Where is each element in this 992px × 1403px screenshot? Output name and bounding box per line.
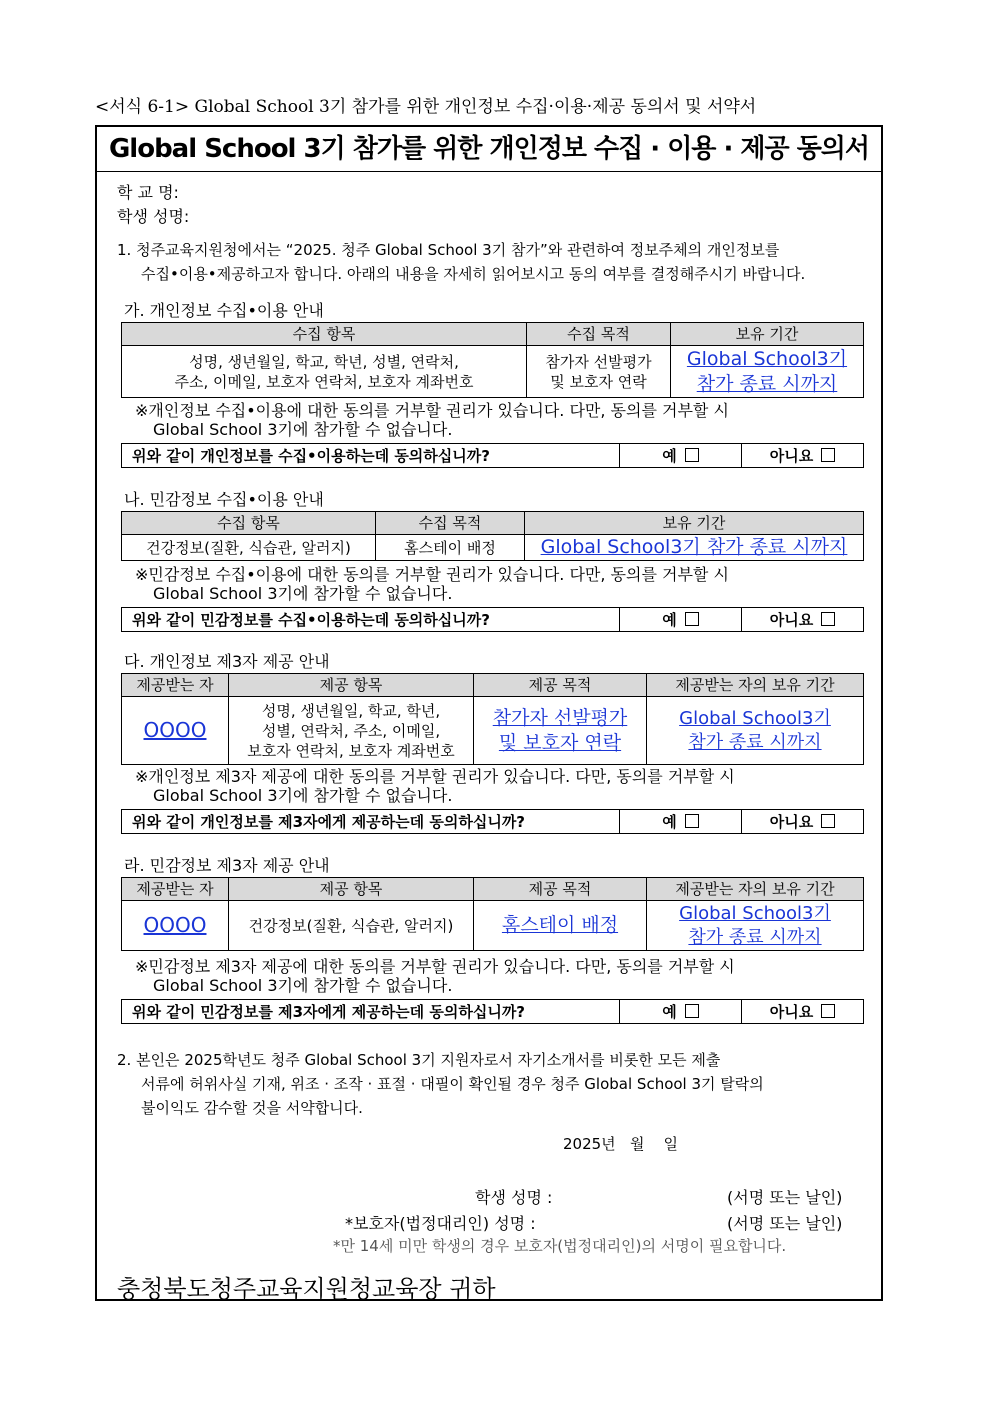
retention-cell bbox=[671, 346, 864, 398]
section-c-no-option[interactable] bbox=[742, 810, 864, 834]
section-a-heading: 가. 개인정보 수집•이용 안내 bbox=[124, 301, 324, 320]
header-collect-items: 수집 항목 bbox=[122, 323, 527, 346]
section-c-heading: 다. 개인정보 제3자 제공 안내 bbox=[124, 652, 330, 671]
section-d-notice-line2: Global School 3기에 참가할 수 없습니다. bbox=[153, 976, 453, 995]
no-label: 아니요 bbox=[769, 1002, 814, 1021]
retention-cell bbox=[525, 535, 864, 561]
yes-label: 예 bbox=[662, 812, 677, 831]
recipient-cell bbox=[122, 901, 229, 951]
purpose-line: 및 보호자 연락 bbox=[498, 731, 622, 754]
retention-line: 참가 종료 시까지 bbox=[688, 731, 822, 753]
no-checkbox[interactable] bbox=[821, 612, 835, 626]
no-label: 아니요 bbox=[769, 446, 814, 465]
student-name-label: 학생 성명: bbox=[117, 207, 190, 226]
retention-line: Global School3기 bbox=[686, 347, 848, 370]
section-c-notice-line2: Global School 3기에 참가할 수 없습니다. bbox=[153, 786, 453, 805]
items-line: 주소, 이메일, 보호자 연락처, 보호자 계좌번호 bbox=[174, 372, 474, 391]
purpose-line: 참가자 선발평가 bbox=[545, 352, 652, 371]
provide-purpose-cell bbox=[474, 697, 647, 765]
section-c-yes-option[interactable] bbox=[620, 810, 742, 834]
section-d-notice-line1: ※민감정보 제3자 제공에 대한 동의를 거부할 권리가 있습니다. 다만, 동의를 거부할 시 bbox=[135, 957, 735, 976]
collect-purpose-cell: 홈스테이 배정 bbox=[376, 535, 525, 561]
sign-date: 2025년 월 일 bbox=[563, 1135, 679, 1153]
form-number-caption: <서식 6-1> Global School 3기 참가를 위한 개인정보 수집·이용·제공 동의서 및 서약서 bbox=[95, 97, 757, 117]
section-d-question: 위와 같이 민감정보를 제3자에게 제공하는데 동의하십니까? bbox=[122, 1000, 620, 1024]
section-c-table bbox=[121, 673, 864, 765]
section-c-question: 위와 같이 개인정보를 제3자에게 제공하는데 동의하십니까? bbox=[122, 810, 620, 834]
section-d-consent-row bbox=[121, 999, 864, 1024]
collect-purpose-cell bbox=[527, 346, 671, 398]
items-line: 성명, 생년월일, 학교, 학년, 성별, 연락처, bbox=[189, 352, 459, 371]
provided-items-cell bbox=[229, 697, 474, 765]
section-b-heading: 나. 민감정보 수집•이용 안내 bbox=[124, 490, 324, 509]
collect-items-cell bbox=[122, 346, 527, 398]
no-checkbox[interactable] bbox=[821, 814, 835, 828]
guardian-footnote: *만 14세 미만 학생의 경우 보호자(법정대리인)의 서명이 필요합니다. bbox=[333, 1237, 787, 1255]
retention-line: Global School3기 bbox=[679, 902, 831, 924]
school-name-label: 학 교 명: bbox=[117, 183, 179, 202]
provided-items-cell: 건강정보(질환, 식습관, 알러지) bbox=[229, 901, 474, 951]
section-b-yes-option[interactable] bbox=[620, 608, 742, 632]
consent-form bbox=[95, 125, 883, 1301]
section-b-no-option[interactable] bbox=[742, 608, 864, 632]
header-recipient: 제공받는 자 bbox=[122, 674, 229, 697]
section-c-consent-row bbox=[121, 809, 864, 834]
header-recipient-retention: 제공받는 자의 보유 기간 bbox=[647, 878, 864, 901]
section-b-consent-row bbox=[121, 607, 864, 632]
section-b-table bbox=[121, 511, 864, 561]
section-a-question: 위와 같이 개인정보를 수집•이용하는데 동의하십니까? bbox=[122, 444, 620, 468]
header-provided-items: 제공 항목 bbox=[229, 674, 474, 697]
items-line: 보호자 연락처, 보호자 계좌번호 bbox=[247, 741, 455, 760]
form-title: Global School 3기 참가를 위한 개인정보 수집 · 이용 · 제공 동의서 bbox=[97, 127, 881, 172]
header-recipient: 제공받는 자 bbox=[122, 878, 229, 901]
guardian-sign-hint: (서명 또는 날인) bbox=[727, 1214, 843, 1233]
student-sign-label: 학생 성명 : bbox=[475, 1188, 553, 1207]
header-collect-purpose: 수집 목적 bbox=[527, 323, 671, 346]
section-d-yes-option[interactable] bbox=[620, 1000, 742, 1024]
section-a-notice-line2: Global School 3기에 참가할 수 없습니다. bbox=[153, 420, 453, 439]
addressee: 충청북도청주교육지원청교육장 귀하 bbox=[117, 1275, 496, 1303]
collect-items-cell: 건강정보(질환, 식습관, 알러지) bbox=[122, 535, 376, 561]
item1-line1: 1. 청주교육지원청에서는 “2025. 청주 Global School 3기 참가”와 관련하여 정보주체의 개인정보를 bbox=[117, 241, 780, 259]
no-checkbox[interactable] bbox=[821, 448, 835, 462]
item2-line2: 서류에 허위사실 기재, 위조 · 조작 · 표절 · 대필이 확인될 경우 청주 Global School 3기 탈락의 bbox=[141, 1075, 764, 1093]
yes-label: 예 bbox=[662, 610, 677, 629]
no-checkbox[interactable] bbox=[821, 1004, 835, 1018]
header-provided-items: 제공 항목 bbox=[229, 878, 474, 901]
header-provide-purpose: 제공 목적 bbox=[474, 674, 647, 697]
recipient-retention-cell bbox=[647, 901, 864, 951]
recipient-cell bbox=[122, 697, 229, 765]
items-line: 성별, 연락처, 주소, 이메일, bbox=[261, 721, 441, 740]
student-sign-hint: (서명 또는 날인) bbox=[727, 1188, 843, 1207]
yes-label: 예 bbox=[662, 1002, 677, 1021]
section-c-notice-line1: ※개인정보 제3자 제공에 대한 동의를 거부할 권리가 있습니다. 다만, 동의를 거부할 시 bbox=[135, 767, 735, 786]
item2-line3: 불이익도 감수할 것을 서약합니다. bbox=[141, 1099, 363, 1117]
recipient-text: OOOO bbox=[143, 718, 207, 742]
yes-label: 예 bbox=[662, 446, 677, 465]
header-recipient-retention: 제공받는 자의 보유 기간 bbox=[647, 674, 864, 697]
yes-checkbox[interactable] bbox=[685, 448, 699, 462]
no-label: 아니요 bbox=[769, 812, 814, 831]
section-a-notice-line1: ※개인정보 수집•이용에 대한 동의를 거부할 권리가 있습니다. 다만, 동의를 거부할 시 bbox=[135, 401, 729, 420]
items-line: 성명, 생년월일, 학교, 학년, bbox=[261, 701, 441, 720]
purpose-text: 홈스테이 배정 bbox=[501, 914, 619, 936]
section-b-notice-line2: Global School 3기에 참가할 수 없습니다. bbox=[153, 584, 453, 603]
item2-line1: 2. 본인은 2025학년도 청주 Global School 3기 지원자로서 자기소개서를 비롯한 모든 제출 bbox=[117, 1051, 721, 1069]
header-retention: 보유 기간 bbox=[525, 512, 864, 535]
no-label: 아니요 bbox=[769, 610, 814, 629]
recipient-retention-cell bbox=[647, 697, 864, 765]
header-collect-items: 수집 항목 bbox=[122, 512, 376, 535]
header-retention: 보유 기간 bbox=[671, 323, 864, 346]
provide-purpose-cell bbox=[474, 901, 647, 951]
section-a-yes-option[interactable] bbox=[620, 444, 742, 468]
header-collect-purpose: 수집 목적 bbox=[376, 512, 525, 535]
header-provide-purpose: 제공 목적 bbox=[474, 878, 647, 901]
retention-line: 참가 종료 시까지 bbox=[696, 372, 838, 395]
section-a-table bbox=[121, 322, 864, 398]
retention-text: Global School3기 참가 종료 시까지 bbox=[540, 536, 848, 558]
guardian-sign-label: *보호자(법정대리인) 성명 : bbox=[345, 1214, 536, 1233]
purpose-line: 참가자 선발평가 bbox=[492, 706, 628, 729]
section-d-heading: 라. 민감정보 제3자 제공 안내 bbox=[124, 856, 330, 875]
section-d-table bbox=[121, 877, 864, 951]
item1-line2: 수집•이용•제공하고자 합니다. 아래의 내용을 자세히 읽어보시고 동의 여부를 결정해주시기 바랍니다. bbox=[141, 265, 806, 283]
retention-line: Global School3기 bbox=[679, 707, 831, 729]
yes-checkbox[interactable] bbox=[685, 1004, 699, 1018]
section-a-consent-row bbox=[121, 443, 864, 468]
section-a-no-option[interactable] bbox=[742, 444, 864, 468]
section-b-question: 위와 같이 민감정보를 수집•이용하는데 동의하십니까? bbox=[122, 608, 620, 632]
yes-checkbox[interactable] bbox=[685, 814, 699, 828]
section-b-notice-line1: ※민감정보 수집•이용에 대한 동의를 거부할 권리가 있습니다. 다만, 동의를 거부할 시 bbox=[135, 565, 729, 584]
recipient-text: OOOO bbox=[143, 913, 207, 937]
section-d-no-option[interactable] bbox=[742, 1000, 864, 1024]
retention-line: 참가 종료 시까지 bbox=[688, 926, 822, 948]
yes-checkbox[interactable] bbox=[685, 612, 699, 626]
purpose-line: 및 보호자 연락 bbox=[550, 372, 647, 391]
